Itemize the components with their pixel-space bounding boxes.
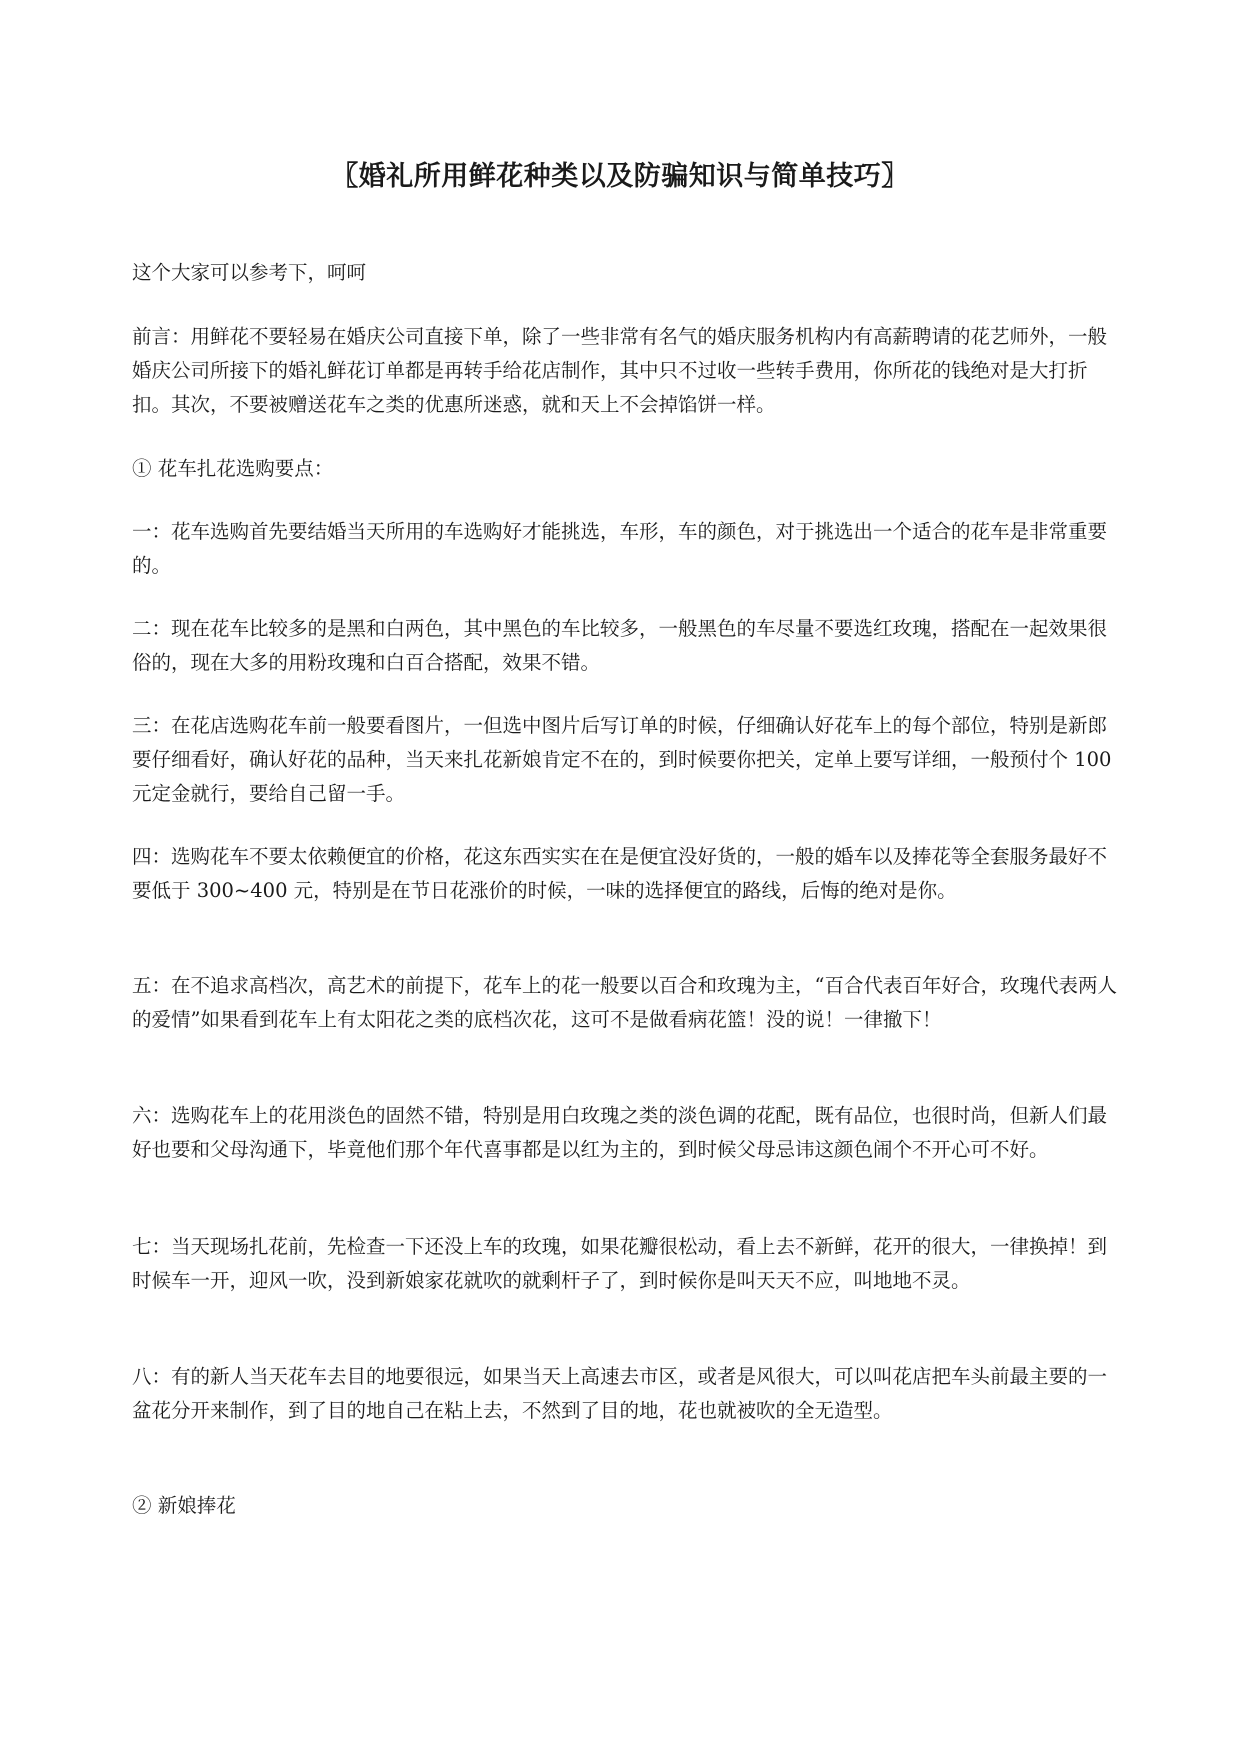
preface-paragraph: 前言：用鲜花不要轻易在婚庆公司直接下单，除了一些非常有名气的婚庆服务机构内有高薪聘请的花艺师外，一般婚庆公司所接下的婚礼鲜花订单都是再转手给花店制作，其中只不过收一些转手费用，你所花的钱绝对是大打折扣。其次，不要被赠送花车之类的优惠所迷惑，就和天上不会掉馅饼一样。 [132, 325, 1108, 416]
intro-line: 这个大家可以参考下，呵呵 [132, 261, 367, 284]
tip-paragraph-8: 八：有的新人当天花车去目的地要很远，如果当天上高速去市区，或者是风很大，可以叫花店把车头前最主要的一盆花分开来制作，到了目的地自己在粘上去，不然到了目的地，花也就被吹的全无造型。 [132, 1365, 1108, 1422]
tip-paragraph-6: 六：选购花车上的花用淡色的固然不错，特别是用白玫瑰之类的淡色调的花配，既有品位，也很时尚，但新人们最好也要和父母沟通下，毕竟他们那个年代喜事都是以红为主的，到时候父母忌讳这颜色闹个不开心可不好。 [132, 1104, 1108, 1161]
tip-paragraph-5: 五：在不追求高档次，高艺术的前提下，花车上的花一般要以百合和玫瑰为主，“百合代表百年好合，玫瑰代表两人的爱情”如果看到花车上有太阳花之类的底档次花，这可不是做看病花篮！没的说！一律撤下！ [132, 974, 1117, 1031]
section-heading-bridal-bouquet: ② 新娘捧花 [132, 1494, 236, 1517]
section-heading-flower-car: ① 花车扎花选购要点： [132, 457, 334, 480]
tip-paragraph-2: 二：现在花车比较多的是黑和白两色，其中黑色的车比较多，一般黑色的车尽量不要选红玫瑰，搭配在一起效果很俗的，现在大多的用粉玫瑰和白百合搭配，效果不错。 [132, 617, 1108, 674]
document-title: 〖婚礼所用鲜花种类以及防骗知识与简单技巧〗 [331, 161, 909, 192]
tip-paragraph-1: 一：花车选购首先要结婚当天所用的车选购好才能挑选，车形，车的颜色，对于挑选出一个适合的花车是非常重要的。 [132, 520, 1108, 577]
tip-paragraph-3: 三：在花店选购花车前一般要看图片，一但选中图片后写订单的时候，仔细确认好花车上的每个部位，特别是新郎要仔细看好，确认好花的品种，当天来扎花新娘肯定不在的，到时候要你把关，定单上要写详细，一般预付个 100 元定金就行，要给自己留一手。 [132, 714, 1112, 805]
tip-paragraph-4: 四：选购花车不要太依赖便宜的价格，花这东西实实在在是便宜没好货的，一般的婚车以及捧花等全套服务最好不要低于 300~400 元，特别是在节日花涨价的时候，一味的选择便宜的路线，后悔的绝对是你。 [132, 845, 1108, 902]
tip-paragraph-7: 七：当天现场扎花前，先检查一下还没上车的玫瑰，如果花瓣很松动，看上去不新鲜，花开的很大，一律换掉！到时候车一开，迎风一吹，没到新娘家花就吹的就剩杆子了，到时候你是叫天天不应，叫地地不灵。 [132, 1235, 1108, 1292]
